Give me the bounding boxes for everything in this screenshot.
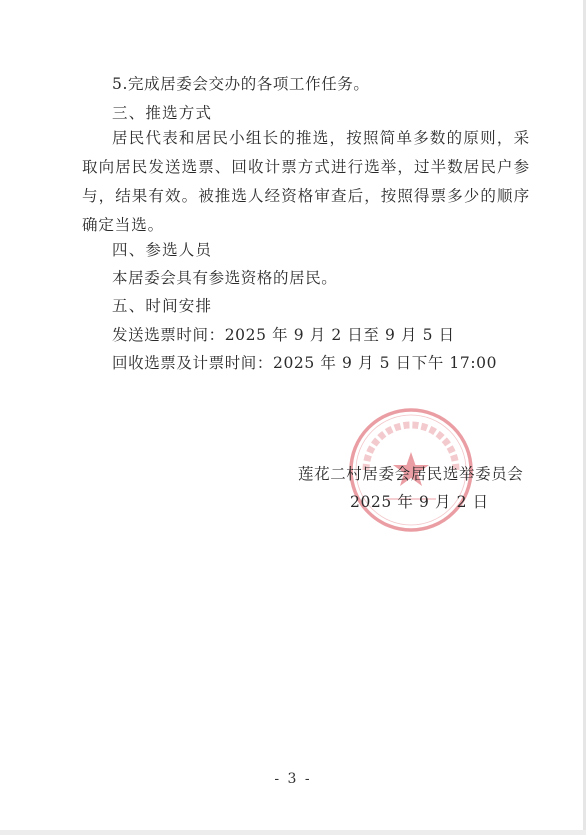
signing-date: 2025 年 9 月 2 日	[350, 493, 489, 511]
section-3-heading: 三、推选方式	[112, 104, 213, 122]
section-4-body: 本居委会具有参选资格的居民。	[112, 269, 338, 287]
page-number: - 3 -	[274, 771, 312, 787]
task-item-5: 5.完成居委会交办的各项工作任务。	[112, 75, 370, 93]
schedule-send-time: 发送选票时间：2025 年 9 月 2 日至 9 月 5 日	[112, 326, 455, 344]
section-4-heading: 四、参选人员	[112, 241, 213, 259]
schedule-collect-time: 回收选票及计票时间：2025 年 9 月 5 日下午 17:00	[112, 354, 498, 372]
section-3-body: 居民代表和居民小组长的推选，按照简单多数的原则，采取向居民发送选票、回收计票方式进行选举，过半数居民户参与，结果有效。被推选人经资格审查后，按照得票多少的顺序确定当选。	[82, 129, 530, 234]
section-5-heading: 五、时间安排	[112, 297, 213, 315]
signing-organization: 莲花二村居委会居民选举委员会	[298, 465, 524, 483]
page-edge-bottom	[0, 830, 586, 835]
